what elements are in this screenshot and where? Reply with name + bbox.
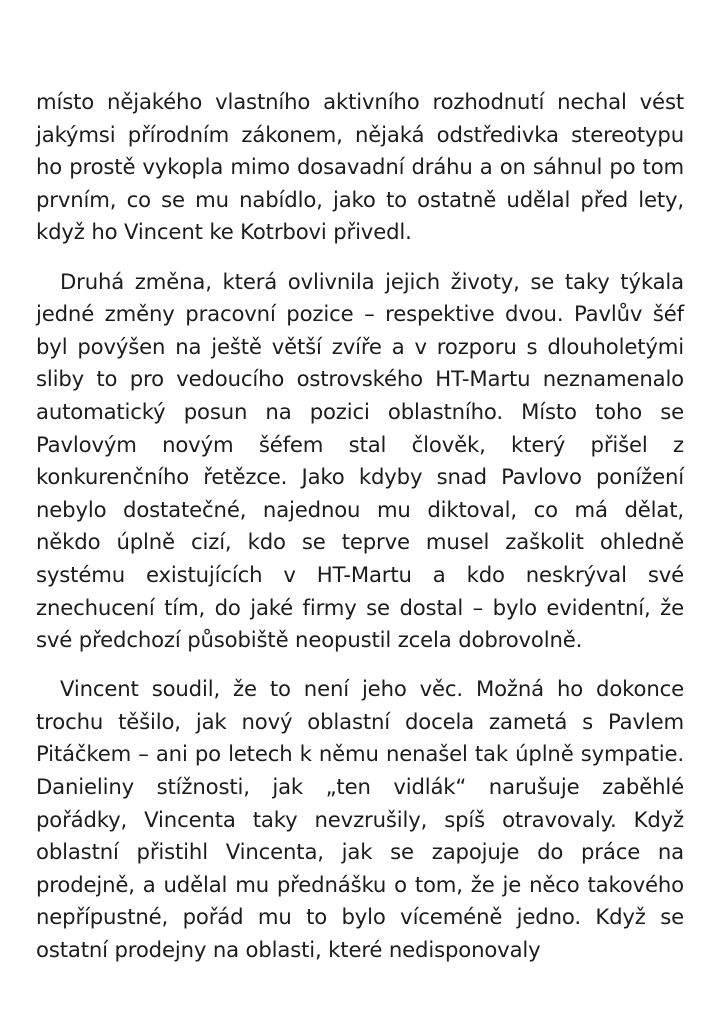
paragraph-vincent: Vincent soudil, že to není jeho věc. Možná ho dokonce trochu těšilo, jak nový oblastní docela zametá s Pavlem Pitáčkem – ani po letech k němu nenašel tak úplně sympatie. Danieliny stížnosti, jak „ten vidlák“ narušuje zaběhlé pořádky, Vincenta taky nevzrušily, spíš otravovaly. Když oblastní přistihl Vincenta, jak se zapojuje do práce na prodejně, a udělal mu přednášku o tom, že je něco takového nepřípustné, pořád mu to bylo víceméně jedno. Když se ostatní prodejny na oblasti, které nedisponovaly: [36, 676, 684, 963]
book-page: [36, 86, 684, 983]
paragraph-second-change: Druhá změna, která ovlivnila jejich životy, se taky týkala jedné změny pracovní pozice – respektive dvou. Pavlův šéf byl povýšen na ještě větší zvíře a v rozporu s dlouholetými sliby to pro vedoucího ostrovského HT-Martu neznamenalo automatický posun na pozici oblastního. Místo toho se Pavlovým novým šéfem stal člověk, který přišel z konkurenčního řetězce. Jako kdyby snad Pavlovo ponížení nebylo dostatečné, najednou mu diktoval, co má dělat, někdo úplně cizí, kdo se teprve musel zaškolit ohledně systému existujících v HT-Martu a kdo neskrýval své znechucení tím, do jaké firmy se dostal – bylo evidentní, že své předchozí působiště neopustil zcela dobrovolně.: [36, 268, 684, 653]
paragraph-continuation: místo nějakého vlastního aktivního rozhodnutí nechal vést jakýmsi přírodním zákonem, nějaká odstředivka stereotypu ho prostě vykopla mimo dosavadní dráhu a on sáhnul po tom prvním, co se mu nabídlo, jako to ostatně udělal před lety, když ho Vincent ke Kotrbovi přivedl.: [36, 89, 684, 245]
